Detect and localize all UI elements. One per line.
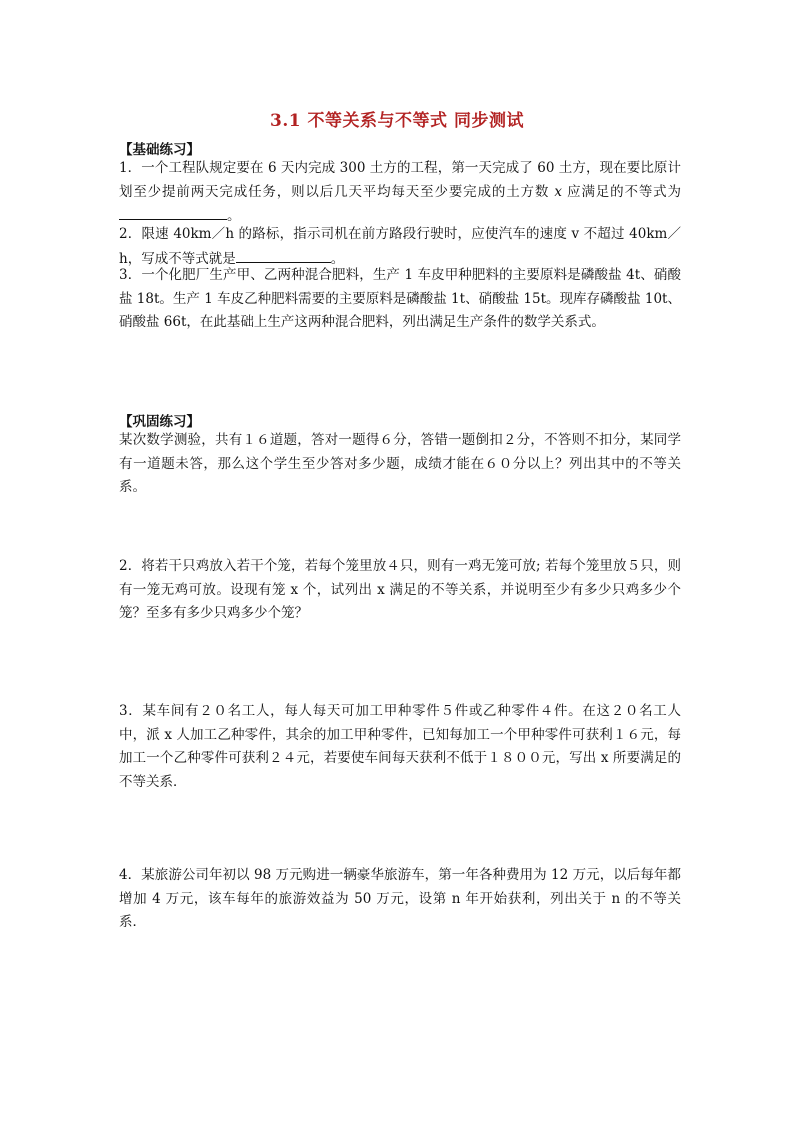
question-text: 1．一个工程队规定要在 6 天内完成 300 土方的工程，第一天完成了 60 土方，现在要比原计划至少提前两天完成任务，则以后几天平均每天至少要完成的土方数 [119,160,681,200]
question-text: 2．限速 40km／h 的路标，指示司机在前方路段行驶时，应使汽车的速度 v 不超过 40km／h，写成不等式就是 [119,226,681,267]
question-basic-3: 3．一个化肥厂生产甲、乙两种混合肥料，生产 1 车皮甲种肥料的主要原料是磷酸盐 4t、硝酸盐 18t。生产 1 车皮乙种肥料需要的主要原料是磷酸盐 1t、硝酸盐 15t。现库存磷酸盐 10t、硝酸盐 66t，在此基础上生产这两种混合肥料，列出满足生产条件的数学关系式。 [119,267,681,330]
question-text: 应满足的不等式为 [561,183,682,200]
answer-blank[interactable] [236,247,331,263]
section-heading-basic: 【基础练习】 [119,142,200,158]
page-title: 3.1 不等关系与不等式 同步测试 [270,111,524,131]
question-consolidate-4: 4．某旅游公司年初以 98 万元购进一辆豪华旅游车，第一年各种费用为 12 万元，以后每年都增加 4 万元，该车每年的旅游效益为 50 万元，设第 n 年开始获利，列出关于 n 的不等关系． [119,867,681,930]
question-consolidate-3: 3．某车间有２０名工人，每人每天可加工甲种零件５件或乙种零件４件。在这２０名工人中，派 x 人加工乙种零件，其余的加工甲种零件，已知每加工一个甲种零件可获利１６元，每加工一个乙种零件可获利２４元，若要使车间每天获利不低于１８００元，写出 x 所要满足的不等关系． [119,703,681,790]
variable-x: x [554,183,562,200]
question-basic-1 [119,157,681,229]
answer-blank[interactable] [119,204,227,220]
question-consolidate-2: 2．将若干只鸡放入若干个笼，若每个笼里放４只，则有一鸡无笼可放; 若每个笼里放５只，则有一笼无鸡可放。设现有笼 x 个，试列出 x 满足的不等关系，并说明至少有多少只鸡多少个笼？至多有多少只鸡多少个笼？ [119,558,681,621]
question-text: 。 [330,250,345,267]
question-text: 。 [227,208,241,224]
question-consolidate-1: 某次数学测验，共有１６道题，答对一题得６分，答错一题倒扣２分，不答则不扣分，某同学有一道题未答，那么这个学生至少答对多少题，成绩才能在６０分以上？列出其中的不等关系。 [119,432,681,495]
section-heading-consolidate: 【巩固练习】 [119,414,200,430]
